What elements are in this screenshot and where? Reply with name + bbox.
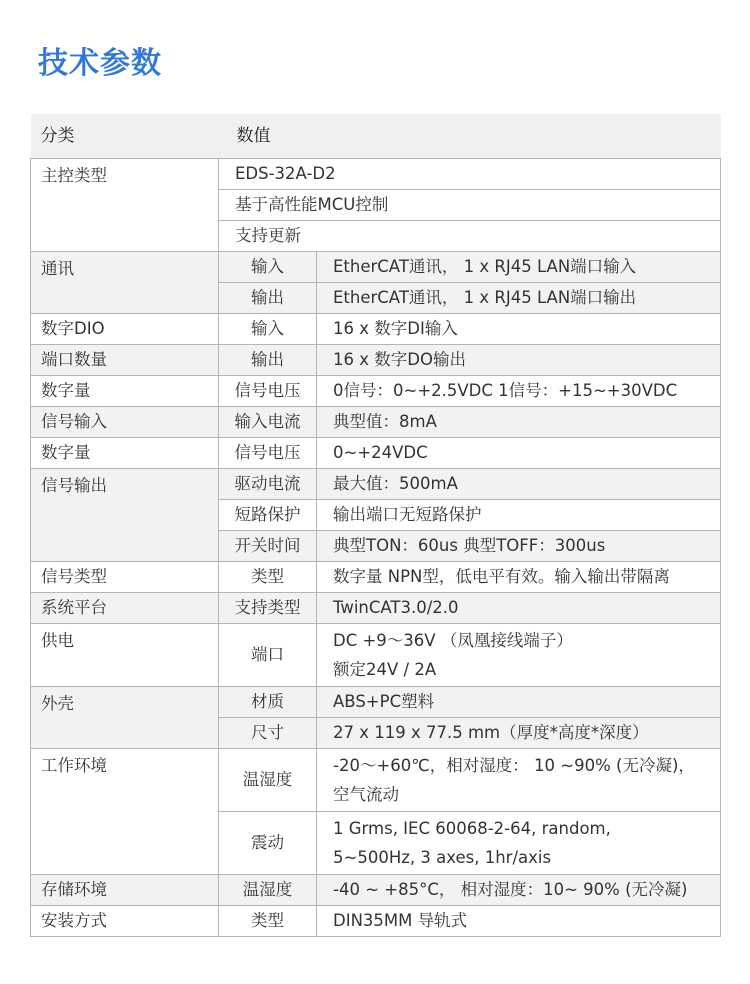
table-row <box>31 159 721 190</box>
table-header-row <box>31 114 721 159</box>
row-value: 0信号：0~+2.5VDC 1信号：+15~+30VDC <box>317 376 721 407</box>
row-subcategory: 类型 <box>219 906 317 937</box>
row-value: 16 x 数字DO输出 <box>317 345 721 376</box>
row-subcategory: 输出 <box>219 283 317 314</box>
row-subcategory: 信号电压 <box>219 376 317 407</box>
table-row <box>31 376 721 407</box>
row-subcategory: 驱动电流 <box>219 469 317 500</box>
table-row <box>31 314 721 345</box>
row-subcategory: 温湿度 <box>219 875 317 906</box>
row-value: 典型值：8mA <box>317 407 721 438</box>
row-value: EtherCAT通讯， 1 x RJ45 LAN端口输入 <box>317 252 721 283</box>
row-value: -40 ~ +85°C， 相对湿度：10~ 90% (无冷凝) <box>317 875 721 906</box>
row-category: 系统平台 <box>31 593 219 624</box>
row-value <box>317 749 721 812</box>
row-value <box>317 812 721 875</box>
row-subcategory: 温湿度 <box>219 749 317 812</box>
table-row <box>31 875 721 906</box>
table-row <box>31 562 721 593</box>
row-category: 数字DIO <box>31 314 219 345</box>
env-vib-line-1: 1 Grms, IEC 60068-2-64, random, <box>333 819 611 838</box>
row-subcategory: 输入 <box>219 252 317 283</box>
row-subcategory: 材质 <box>219 687 317 718</box>
table-row <box>31 438 721 469</box>
row-category: 通讯 <box>31 252 219 314</box>
row-value: EDS-32A-D2 <box>219 159 721 190</box>
row-subcategory: 信号电压 <box>219 438 317 469</box>
row-category: 数字量 <box>31 376 219 407</box>
row-value: EtherCAT通讯， 1 x RJ45 LAN端口输出 <box>317 283 721 314</box>
row-value: 16 x 数字DI输入 <box>317 314 721 345</box>
page-title: 技术参数 <box>38 46 162 81</box>
row-value: TwinCAT3.0/2.0 <box>317 593 721 624</box>
row-value: ABS+PC塑料 <box>317 687 721 718</box>
row-category: 端口数量 <box>31 345 219 376</box>
row-value: 27 x 119 x 77.5 mm（厚度*高度*深度） <box>317 718 721 749</box>
table-row <box>31 345 721 376</box>
row-value: 支持更新 <box>219 221 721 252</box>
table-row <box>31 906 721 937</box>
row-value <box>317 624 721 687</box>
env-vib-line-2: 5~500Hz, 3 axes, 1hr/axis <box>333 848 552 867</box>
row-category: 信号输入 <box>31 407 219 438</box>
row-category: 安装方式 <box>31 906 219 937</box>
row-value: 输出端口无短路保护 <box>317 500 721 531</box>
row-subcategory: 短路保护 <box>219 500 317 531</box>
row-value: DIN35MM 导轨式 <box>317 906 721 937</box>
row-value: 最大值：500mA <box>317 469 721 500</box>
row-category: 工作环境 <box>31 749 219 875</box>
env-temp-line-2: 空气流动 <box>333 785 399 804</box>
row-subcategory: 输入电流 <box>219 407 317 438</box>
spec-table <box>30 114 721 937</box>
row-subcategory: 端口 <box>219 624 317 687</box>
row-value: 基于高性能MCU控制 <box>219 190 721 221</box>
row-category: 外壳 <box>31 687 219 749</box>
table-row <box>31 593 721 624</box>
row-category: 供电 <box>31 624 219 687</box>
row-subcategory: 开关时间 <box>219 531 317 562</box>
row-value: 典型TON：60us 典型TOFF：300us <box>317 531 721 562</box>
row-category: 信号输出 <box>31 469 219 562</box>
row-subcategory: 支持类型 <box>219 593 317 624</box>
header-value: 数值 <box>219 114 721 159</box>
env-temp-line-1: -20～+60℃，相对湿度： 10 ~90% (无冷凝)， <box>333 756 695 775</box>
row-subcategory: 类型 <box>219 562 317 593</box>
row-subcategory: 震动 <box>219 812 317 875</box>
header-category: 分类 <box>31 114 219 159</box>
row-value: 0~+24VDC <box>317 438 721 469</box>
table-row <box>31 624 721 687</box>
row-value: 数字量 NPN型，低电平有效。输入输出带隔离 <box>317 562 721 593</box>
row-category: 存储环境 <box>31 875 219 906</box>
table-row <box>31 687 721 718</box>
row-subcategory: 尺寸 <box>219 718 317 749</box>
power-line-1: DC +9～36V （凤凰接线端子） <box>333 631 573 650</box>
table-row <box>31 749 721 812</box>
row-subcategory: 输入 <box>219 314 317 345</box>
row-subcategory: 输出 <box>219 345 317 376</box>
table-row <box>31 407 721 438</box>
power-line-2: 额定24V / 2A <box>333 660 437 679</box>
row-category: 数字量 <box>31 438 219 469</box>
table-row <box>31 469 721 500</box>
row-category: 信号类型 <box>31 562 219 593</box>
row-category: 主控类型 <box>31 159 219 252</box>
table-row <box>31 252 721 283</box>
